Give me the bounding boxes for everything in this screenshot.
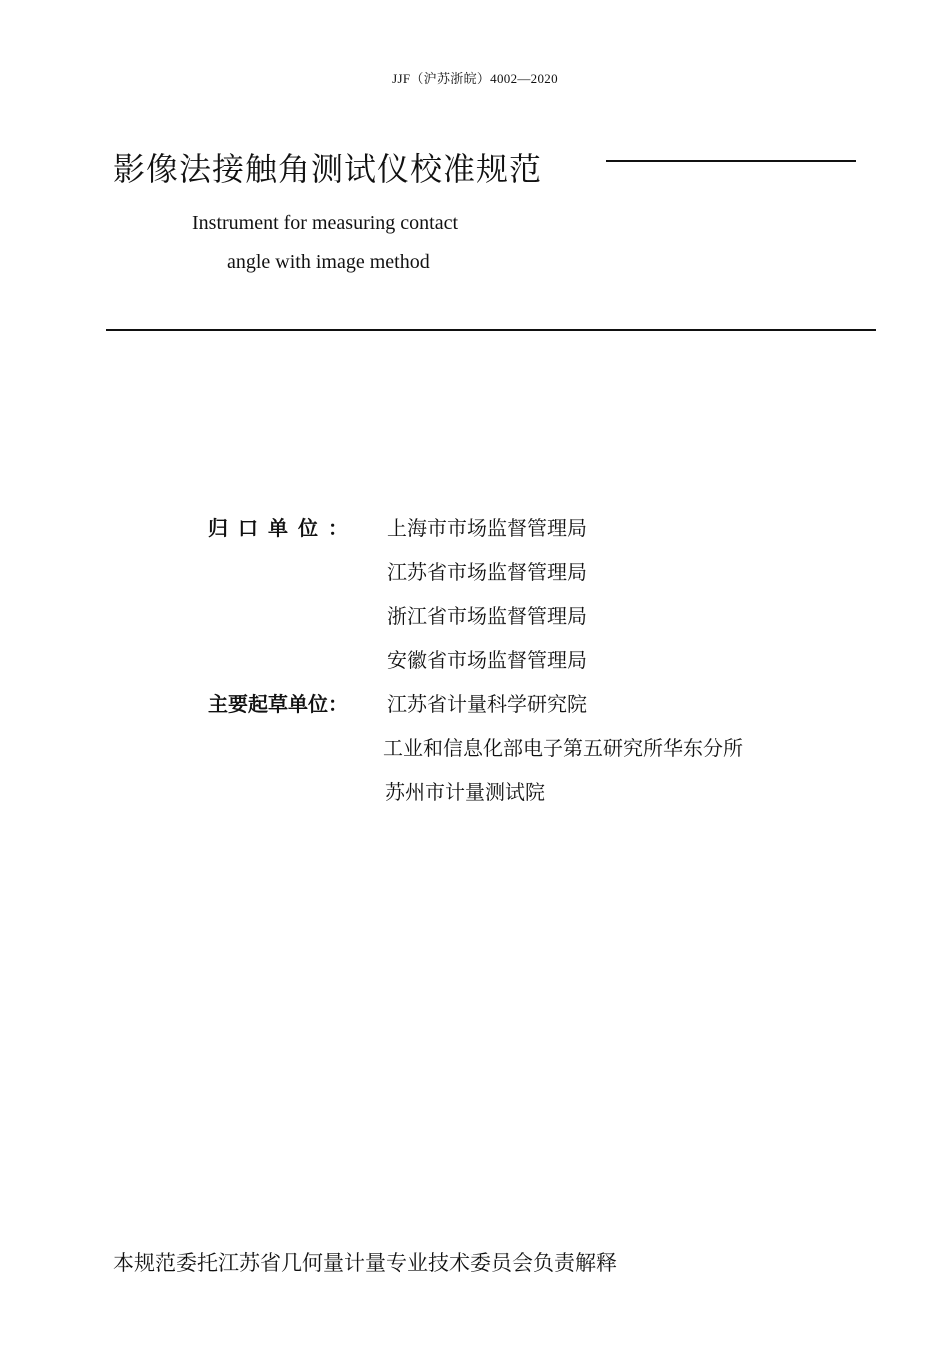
drafting-org: 江苏省计量科学研究院 <box>387 692 587 716</box>
responsible-org: 浙江省市场监督管理局 <box>387 604 587 628</box>
document-title-english-line-2: angle with image method <box>227 251 430 273</box>
responsible-org: 江苏省市场监督管理局 <box>387 560 587 584</box>
title-rule <box>606 160 856 162</box>
drafting-unit-label: 主要起草单位： <box>208 692 348 716</box>
interpretation-note: 本规范委托江苏省几何量计量专业技术委员会负责解释 <box>113 1251 617 1275</box>
drafting-org: 苏州市计量测试院 <box>385 780 545 804</box>
drafting-org: 工业和信息化部电子第五研究所华东分所 <box>383 736 743 760</box>
document-title-chinese: 影像法接触角测试仪校准规范 <box>113 150 543 188</box>
responsible-org: 安徽省市场监督管理局 <box>387 648 587 672</box>
title-divider <box>106 329 876 331</box>
responsible-org: 上海市市场监督管理局 <box>387 516 587 540</box>
document-code: JJF（沪苏浙皖）4002—2020 <box>392 71 558 86</box>
responsible-unit-label: 归口单位： <box>208 516 358 540</box>
document-title-english-line-1: Instrument for measuring contact <box>192 212 459 234</box>
